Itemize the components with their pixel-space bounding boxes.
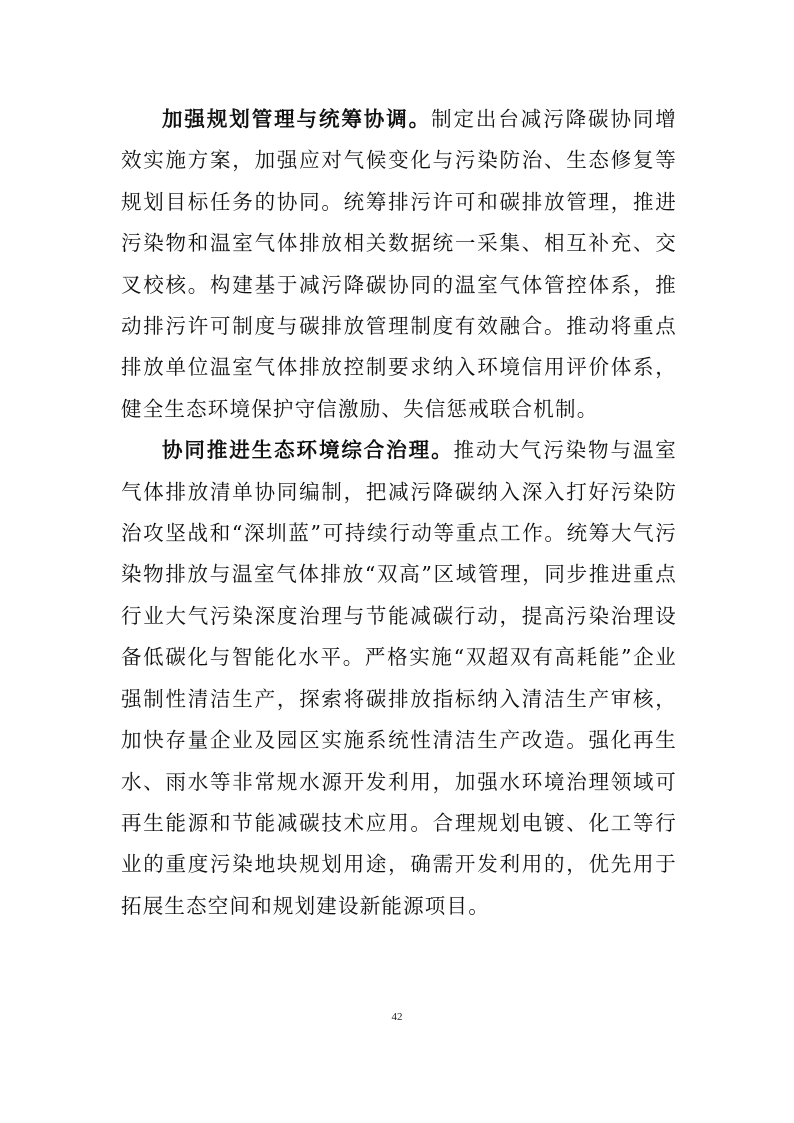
paragraph-body-text: 推动大气污染物与温室气体排放清单协同编制，把减污降碳纳入深入打好污染防治攻坚战和“深圳蓝”可持续行动等重点工作。统筹大气污染物排放与温室气体排放“双高”区域管理，同步推进重点行业大气污染深度治理与节能减碳行动，提高污染治理设备低碳化与智能化水平。严格实施“双超双有高耗能”企业强制性清洁生产，探索将碳排放指标纳入清洁生产审核，加快存量企业及园区实施系统性清洁生产改造。强化再生水、雨水等非常规水源开发利用，加强水环境治理领域可再生能源和节能减碳技术应用。合理规划电镀、化工等行业的重度污染地块规划用途，确需开发利用的，优先用于拓展生态空间和规划建设新能源项目。 [121, 438, 678, 918]
paragraph-lead-heading: 加强规划管理与统筹协调。 [162, 107, 432, 131]
paragraph-planning-coordination [121, 99, 677, 430]
document-body [121, 99, 677, 927]
page-number: 42 [391, 1011, 403, 1023]
paragraph-ecological-governance [121, 430, 677, 927]
paragraph-body-text: 制定出台减污降碳协同增效实施方案，加强应对气候变化与污染防治、生态修复等规划目标任务的协同。统筹排污许可和碳排放管理，推进污染物和温室气体排放相关数据统一采集、相互补充、交叉校核。构建基于减污降碳协同的温室气体管控体系，推动排污许可制度与碳排放管理制度有效融合。推动将重点排放单位温室气体排放控制要求纳入环境信用评价体系，健全生态环境保护守信激励、失信惩戒联合机制。 [121, 107, 678, 421]
paragraph-lead-heading: 协同推进生态环境综合治理。 [162, 438, 454, 463]
